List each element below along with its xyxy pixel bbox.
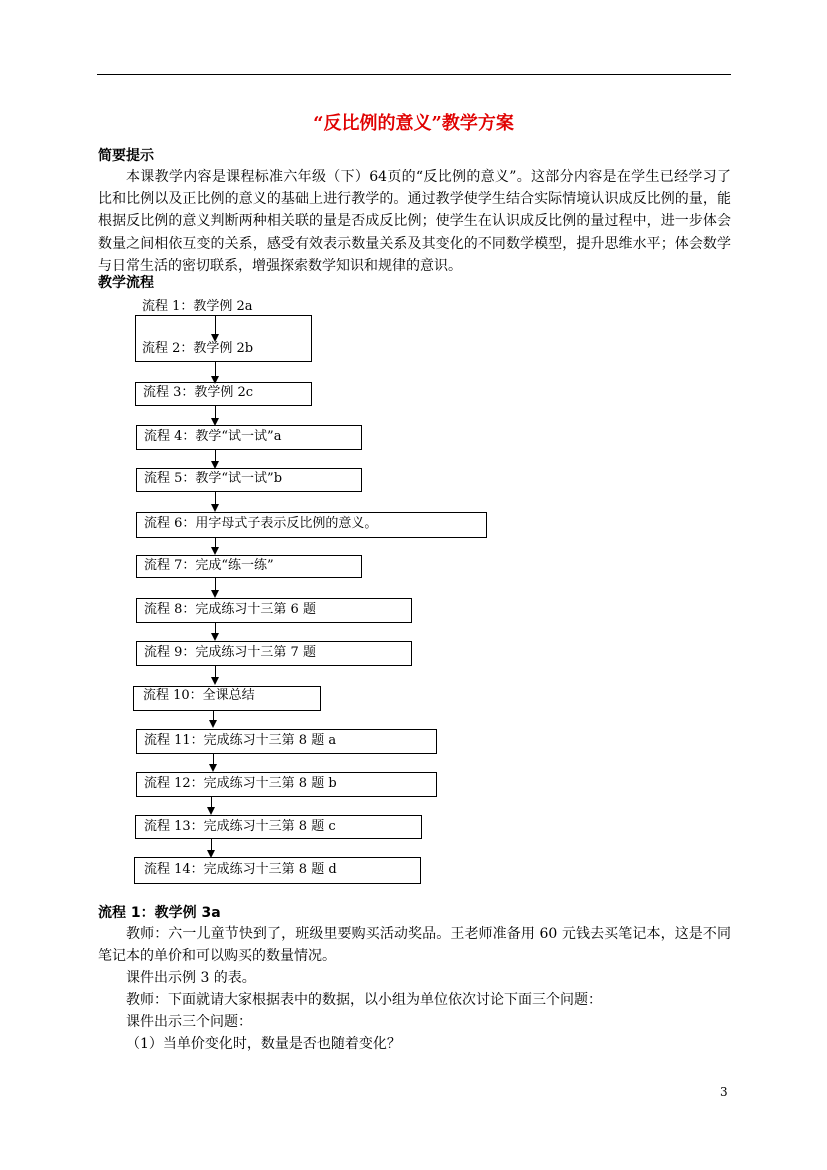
flow-step-3-label: 流程 3：教学例 2c — [143, 385, 254, 400]
flow-step-7-label: 流程 7：完成“练一练” — [144, 558, 274, 573]
flow-step-4-box — [136, 425, 362, 450]
flow-step-12-label: 流程 12：完成练习十三第 8 题 b — [144, 776, 337, 791]
document-title: “反比例的意义”教学方案 — [313, 113, 514, 134]
flow-step-3-box — [135, 382, 312, 406]
arrow-down-icon — [209, 764, 217, 772]
flow-step-13-box — [135, 815, 422, 839]
flow-step-9-label: 流程 9：完成练习十三第 7 题 — [144, 645, 316, 660]
section1-paragraph: 教师：六一儿童节快到了，班级里要购买活动奖品。王老师准备用 60 元钱去买笔记本，这是不同笔记本的单价和可以购买的数量情况。 — [98, 926, 731, 965]
section1-line: 教师：下面就请大家根据表中的数据，以小组为单位依次讨论下面三个问题： — [126, 992, 602, 1008]
summary-paragraph: 本课教学内容是课程标准六年级（下）64页的“反比例的意义”。这部分内容是在学生已经学习了比和比例以及正比例的意义的基础上进行教学的。通过教学使学生结合实际情境认识成反比例的量，能根据反比例的意义判断两种相关联的量是否成反比例；使学生在认识成反比例的量过程中，进一步体会数量之间相依互变的关系，感受有效表示数量关系及其变化的不同数学模型，提升思维水平；体会数学与日常生活的密切联系，增强探索数学知识和规律的意识。 — [98, 169, 731, 274]
flow-step-9-box — [136, 641, 412, 666]
section1-line: （1）当单价变化时，数量是否也随着变化？ — [126, 1036, 401, 1052]
section1-line: 课件出示例 3 的表。 — [126, 970, 256, 986]
flow-step-4-label: 流程 4：教学“试一试”a — [144, 429, 282, 444]
flow-step-10-label: 流程 10：全课总结 — [143, 688, 255, 703]
flow-step-6-box — [136, 512, 487, 538]
arrow-down-icon — [211, 677, 219, 685]
section1-line: 课件出示三个问题： — [126, 1014, 252, 1030]
flow-step-2-label: 流程 2：教学例 2b — [142, 341, 254, 356]
arrow-down-icon — [211, 590, 219, 598]
arrow-down-icon — [209, 720, 217, 728]
arrow-down-icon — [211, 633, 219, 641]
arrow-down-icon — [207, 807, 215, 815]
page-number: 3 — [720, 1085, 728, 1099]
flow-step-11-box — [136, 729, 437, 754]
flow-heading: 教学流程 — [98, 275, 154, 291]
summary-heading: 简要提示 — [98, 148, 154, 164]
flow-connector — [215, 316, 216, 336]
flow-step-14-label: 流程 14：完成练习十三第 8 题 d — [144, 862, 337, 877]
header-rule — [97, 74, 731, 75]
flow-step-8-box — [136, 598, 412, 623]
arrow-down-icon — [211, 547, 219, 555]
flow-step-5-box — [136, 468, 362, 492]
flow-step-14-box — [134, 857, 421, 884]
flow-step-5-label: 流程 5：教学“试一试”b — [144, 471, 283, 486]
flow-step-1-label: 流程 1：教学例 2a — [142, 299, 253, 314]
flow-step-13-label: 流程 13：完成练习十三第 8 题 c — [144, 819, 336, 834]
flow-step-8-label: 流程 8：完成练习十三第 6 题 — [144, 602, 316, 617]
arrow-down-icon — [211, 504, 219, 512]
flow-step-7-box — [136, 555, 362, 578]
flow-step-6-label: 流程 6：用字母式子表示反比例的意义。 — [144, 516, 378, 531]
flow-step-10-box — [133, 686, 321, 711]
flow-step-12-box — [136, 772, 437, 797]
flow-step-11-label: 流程 11：完成练习十三第 8 题 a — [144, 733, 337, 748]
section1-heading: 流程 1：教学例 3a — [98, 905, 221, 921]
